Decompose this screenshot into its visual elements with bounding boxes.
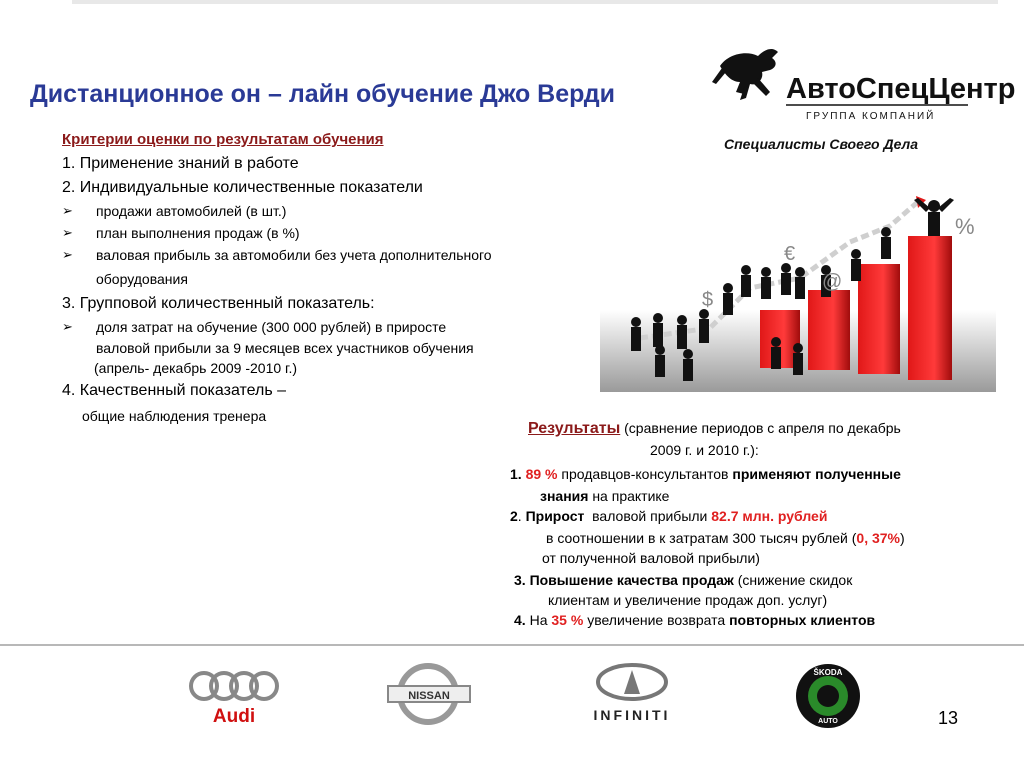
svg-text:ŠKODA: ŠKODA: [813, 668, 843, 677]
skoda-logo: [794, 660, 864, 740]
criteria-sub-4-period: (апрель- декабрь 2009 -2010 г.): [94, 360, 297, 376]
growth-illustration: [600, 160, 996, 392]
criteria-sub-3: ➢ валовая прибыль за автомобили без учета дополнительного: [62, 244, 602, 266]
criteria-item-3: 3. Групповой количественный показатель:: [62, 295, 375, 312]
currency-icon: $: [702, 289, 714, 311]
percent-icon: %: [955, 214, 975, 239]
svg-text:NISSAN: NISSAN: [408, 690, 450, 702]
page-number: 13: [938, 708, 959, 728]
criteria-sub-2: ➢ план выполнения продаж (в %): [62, 222, 602, 244]
results-intro-2: 2009 г. и 2010 г.):: [650, 442, 759, 458]
svg-text:INFINITI: INFINITI: [593, 707, 671, 723]
top-divider: [72, 0, 998, 4]
logo-brand-text: АвтоСпецЦентр: [786, 73, 1016, 105]
criteria-block: [62, 128, 602, 428]
svg-text:Audi: Audi: [212, 706, 256, 727]
company-tagline: Специалисты Своего Дела: [724, 136, 919, 152]
result-2-cont-2: от полученной валовой прибыли): [542, 550, 760, 566]
bottom-divider: [0, 644, 1024, 646]
svg-text:AUTO: AUTO: [818, 718, 838, 725]
arrow-bullet-icon: ➢: [62, 247, 73, 262]
euro-icon: €: [784, 243, 796, 265]
criteria-sub-4: ➢ доля затрат на обучение (300 000 рублей) в приросте: [62, 316, 602, 338]
criteria-item-2: 2. Индивидуальные количественные показатели: [62, 179, 423, 196]
result-2-cont: в соотношении в к затратам 300 тысяч рублей (0, 37%): [546, 530, 905, 546]
criteria-item-4: 4. Качественный показатель –: [62, 382, 287, 399]
criteria-sub-1: ➢ продажи автомобилей (в шт.): [62, 200, 602, 222]
criteria-item-1: 1. Применение знаний в работе: [62, 155, 299, 172]
company-logo: [706, 36, 1016, 128]
result-1-cont: знания на практике: [540, 488, 670, 504]
result-3-cont: клиентам и увеличение продаж доп. услуг): [548, 592, 828, 608]
nissan-logo: [382, 660, 478, 740]
audi-logo: [180, 660, 290, 740]
criteria-heading: Критерии оценки по результатам обучения: [62, 131, 384, 148]
result-1: 1. 89 % продавцов-консультантов применяют полученные: [510, 466, 901, 482]
criteria-item-4-cont: общие наблюдения тренера: [82, 408, 267, 424]
criteria-sub-3-cont: оборудования: [96, 271, 188, 287]
horse-icon: [706, 36, 1016, 128]
infiniti-logo: [572, 660, 692, 740]
logo-subtitle-text: ГРУППА КОМПАНИЙ: [806, 111, 936, 122]
criteria-sub-4-cont: валовой прибыли за 9 месяцев всех участников обучения: [96, 340, 474, 356]
at-icon: @: [822, 271, 843, 293]
result-2: 2. Прирост валовой прибыли 82.7 млн. рублей: [510, 508, 828, 524]
arrow-bullet-icon: ➢: [62, 319, 73, 334]
result-4: 4. На 35 % увеличение возврата повторных клиентов: [514, 612, 876, 628]
arrow-bullet-icon: ➢: [62, 203, 73, 218]
arrow-bullet-icon: ➢: [62, 225, 73, 240]
results-heading-row: [528, 418, 901, 439]
results-heading: Результаты: [528, 420, 621, 437]
result-3: 3. Повышение качества продаж (снижение скидок: [514, 572, 853, 588]
slide-title: Дистанционное он – лайн обучение Джо Верди: [30, 80, 616, 108]
results-intro-1: (сравнение периодов с апреля по декабрь: [624, 420, 901, 436]
